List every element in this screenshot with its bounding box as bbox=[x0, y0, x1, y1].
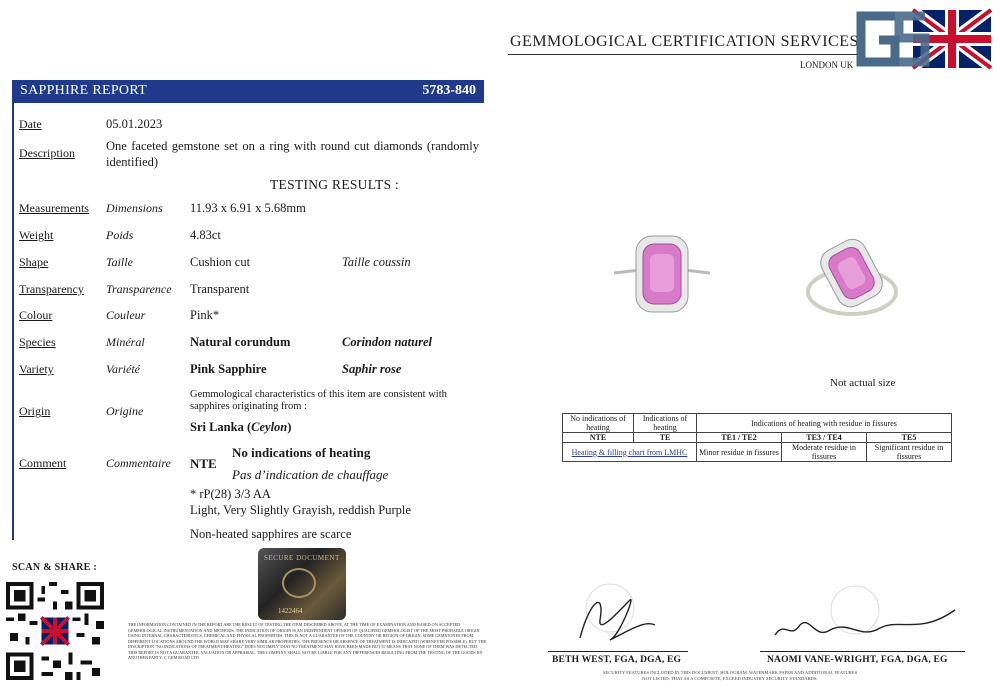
lock-icon bbox=[282, 568, 316, 598]
header-divider bbox=[508, 54, 858, 55]
row-label-fr: Variété bbox=[106, 362, 140, 376]
row-label: Shape bbox=[19, 255, 49, 269]
row-value: 11.93 x 6.91 x 5.68mm bbox=[190, 201, 306, 215]
report-title: SAPPHIRE REPORT bbox=[20, 83, 147, 98]
row-value-fr: Corindon naturel bbox=[342, 335, 432, 349]
row-label-fr: Minéral bbox=[106, 335, 145, 349]
heating-indications-table bbox=[562, 413, 952, 462]
color-description: Light, Very Slightly Grayish, reddish Purple bbox=[190, 503, 411, 517]
desc-te3-te4: Moderate residue in fissures bbox=[782, 443, 867, 462]
row-value: Natural corundum bbox=[190, 335, 291, 349]
row-label: Measurements bbox=[19, 201, 89, 215]
seal-number: 1422464 bbox=[278, 607, 303, 615]
origin-value: Sri Lanka (Ceylon) bbox=[190, 420, 292, 434]
heating-chart-link[interactable]: Heating & filling chart from LMHC bbox=[563, 443, 697, 462]
scan-share-label: SCAN & SHARE : bbox=[12, 562, 98, 573]
row-value: Pink Sapphire bbox=[190, 362, 267, 376]
qr-code[interactable] bbox=[6, 582, 104, 680]
comment-main-fr: Pas d’indication de chauffage bbox=[232, 467, 389, 482]
row-label: Variety bbox=[19, 362, 54, 376]
row-value-fr: Taille coussin bbox=[342, 255, 411, 269]
origin-label: Origin bbox=[19, 404, 51, 418]
desc-te1-te2: Minor residue in fissures bbox=[697, 443, 782, 462]
organization-name: GEMMOLOGICAL CERTIFICATION SERVICES bbox=[510, 33, 859, 50]
code-nte: NTE bbox=[563, 433, 634, 443]
row-label: Species bbox=[19, 335, 56, 349]
row-label: Transparency bbox=[19, 282, 84, 296]
report-header-bar bbox=[12, 80, 484, 103]
ring-front-image bbox=[612, 228, 712, 318]
date-value: 05.01.2023 bbox=[106, 117, 163, 131]
signature-2 bbox=[770, 580, 960, 655]
comment-label-fr: Commentaire bbox=[106, 456, 171, 470]
color-code: * rP(28) 3/3 AA bbox=[190, 487, 271, 501]
row-label-fr: Taille bbox=[106, 255, 133, 269]
security-features-note: SECURITY FEATURES INCLUDED IN THIS DOCUMENT: HOLOGRAM, WATERMARK PAPER AND ADDITIONAL FEATURES NOT LISTED, THAT AS A COMPOSITE, EXCEED INDUSTRY SECURITY STANDARDS. bbox=[602, 670, 858, 681]
row-value: Cushion cut bbox=[190, 255, 251, 269]
origin-label-fr: Origine bbox=[106, 404, 144, 418]
signature-line-2 bbox=[760, 651, 965, 652]
row-value: Transparent bbox=[190, 282, 250, 296]
row-value-fr: Saphir rose bbox=[342, 362, 402, 376]
ring-angle-image bbox=[800, 236, 905, 324]
row-label: Colour bbox=[19, 308, 53, 322]
disclaimer-text: THE INFORMATION CONTAINED IN THE REPORT ARE THE RESULT OF TESTING THE ITEM DESCRIBED ABOVE, AT THE TIME OF EXAMINATION AND BASED ON ACCEPTED GEMMOLOGICAL INSTRUMENTATION AND METHODS. THE INDICATION OF ORIGIN IS AN INDEPENDENT OPINION OF QUALIFIED GEMMOLOGIST OF THE MOST PROBABLE ORIGIN USING INTERNAL CHARACTERISTICS, CHEMICAL AND PHYSICAL PROPERTIES. THIS IS NOT A GUARANTEE OF THE COUNTRY OR REGION OF ORIGIN. SOME GEMSTONES FROM DIFFERENT LOCATIONS AROUND THE WORLD MAY SHARE VERY SIMILAR PROPERTIES. THE PRESENCE OR ABSENCE OF TREATMENT IS INDICATED (WHENEVER POSSIBLE), BUT THE INSCRIPTION "NO INDICATIONS OF TREATMENT/HEATING" DOES NOT IMPLY THAT NO TREATMENT MAY HAVE BEEN MADE BUT IT MEANS THAT NONE OF THEM WAS DETECTED. THIS REPORT IS NOT A GUARANTEE, VALUATION OR APPRAISAL. THE COMPANY SHALL NOT BE LIABLE FOR ANY DIFFERENCES RESULTING FROM THE TESTING OF THE GOODS BY ANOTHER PARTY. © GEM ROAD LTD bbox=[128, 622, 487, 660]
comment-label: Comment bbox=[19, 456, 67, 470]
row-label-fr: Poids bbox=[106, 228, 134, 242]
date-label: Date bbox=[19, 117, 42, 131]
row-value: 4.83ct bbox=[190, 228, 221, 242]
row-label: Weight bbox=[19, 228, 54, 242]
description-value: One faceted gemstone set on a ring with round cut diamonds (randomly identified) bbox=[106, 139, 479, 169]
code-te3-te4: TE3 / TE4 bbox=[782, 433, 867, 443]
desc-te5: Significant residue in fissures bbox=[867, 443, 952, 462]
row-label-fr: Transparence bbox=[106, 282, 172, 296]
seal-text: SECURE DOCUMENT bbox=[264, 554, 340, 562]
row-label-fr: Dimensions bbox=[106, 201, 163, 215]
description-label: Description bbox=[19, 146, 75, 160]
row-label-fr: Couleur bbox=[106, 308, 146, 322]
scarcity-note: Non-heated sapphires are scarce bbox=[190, 527, 352, 541]
photo-caption: Not actual size bbox=[830, 377, 896, 389]
signature-line-1 bbox=[548, 651, 688, 652]
comment-main: No indications of heating bbox=[232, 445, 371, 460]
testing-results-heading: TESTING RESULTS : bbox=[270, 177, 400, 192]
gcs-logo bbox=[855, 8, 993, 70]
table-header-nte: No indications of heating bbox=[563, 414, 634, 433]
signer-1-name: BETH WEST, FGA, DGA, EG bbox=[552, 655, 682, 665]
origin-note: Gemmological characteristics of this item are consistent with sapphires originating from : bbox=[190, 389, 447, 412]
table-header-residue: Indications of heating with residue in fissures bbox=[697, 414, 952, 433]
code-te1-te2: TE1 / TE2 bbox=[697, 433, 782, 443]
table-header-te: Indications of heating bbox=[634, 414, 697, 433]
code-te: TE bbox=[634, 433, 697, 443]
signer-2-name: NAOMI VANE-WRIGHT, FGA, DGA, EG bbox=[767, 655, 948, 665]
signature-1 bbox=[560, 580, 660, 650]
row-value: Pink* bbox=[190, 308, 220, 322]
comment-code: NTE bbox=[190, 456, 217, 471]
report-number: 5783-840 bbox=[422, 83, 476, 98]
code-te5: TE5 bbox=[867, 433, 952, 443]
report-left-rule bbox=[12, 103, 14, 540]
organization-city: LONDON UK bbox=[800, 60, 854, 70]
